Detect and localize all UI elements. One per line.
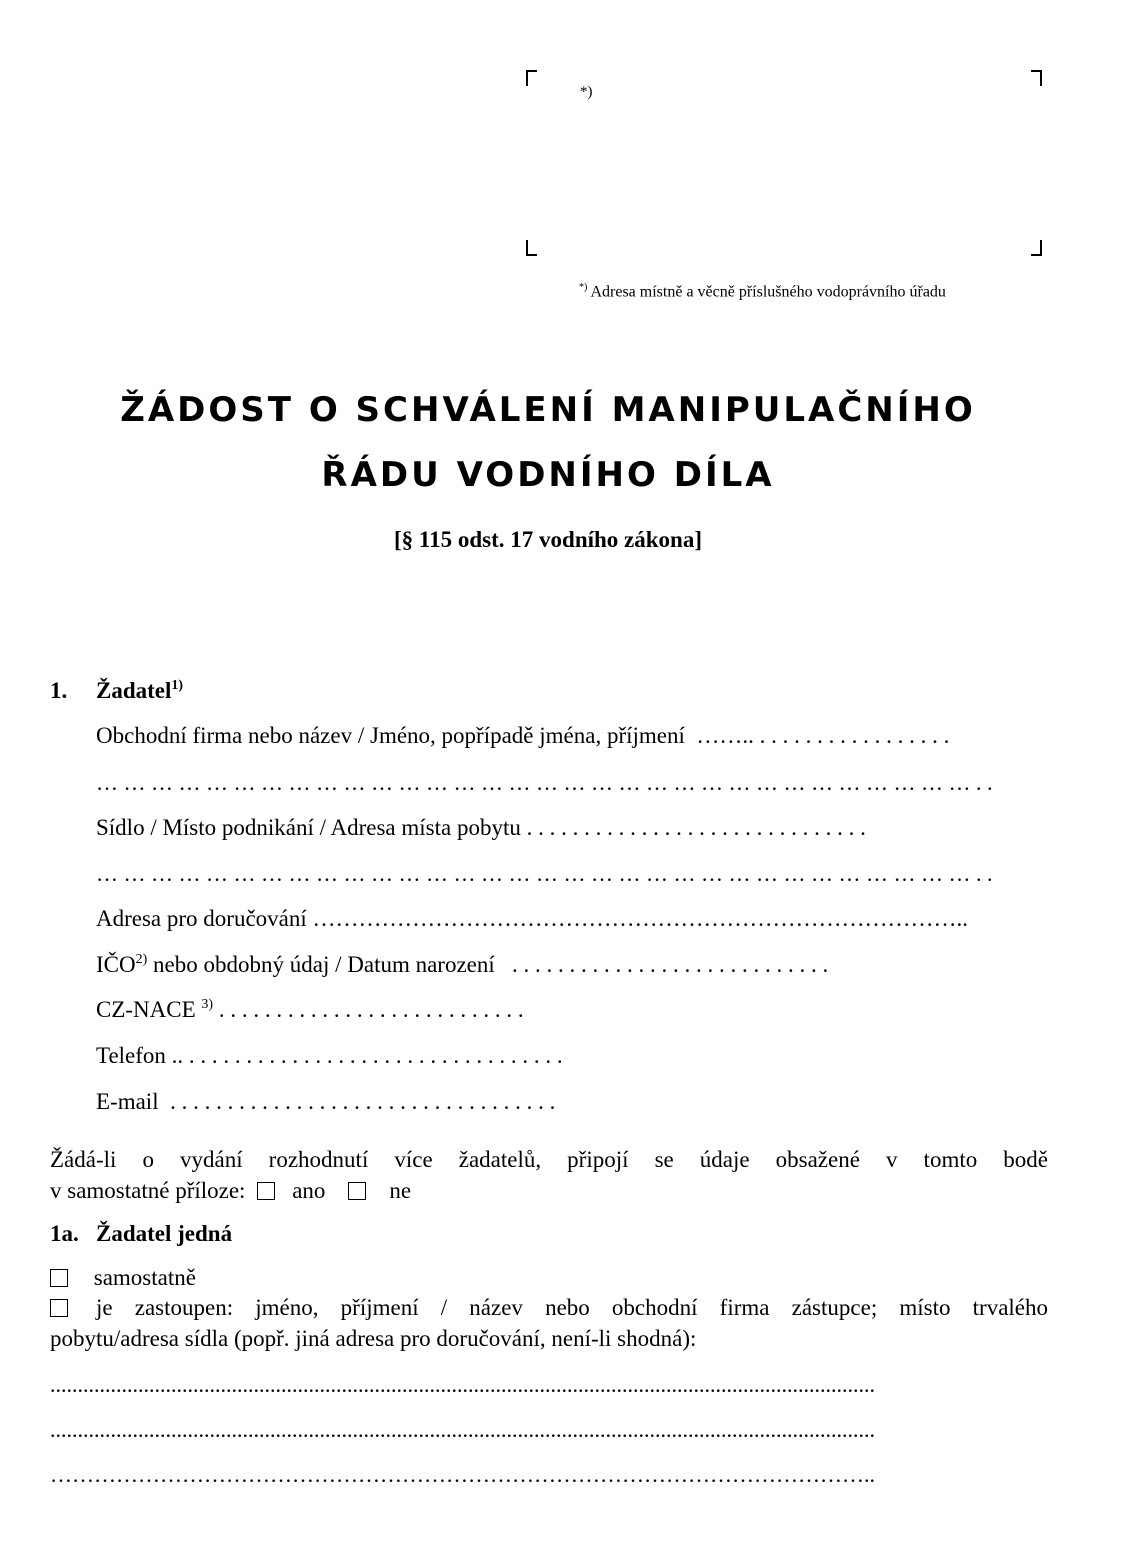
seat-field[interactable] [96,814,866,842]
name-dots: …….. . . . . . . . . . . . . . . . . . [696,723,950,748]
nace-dots: . . . . . . . . . . . . . . . . . . . . . . . . . . . [218,997,524,1022]
phone-dots: .. . . . . . . . . . . . . . . . . . . . . . . . . . . . . . . . . . [171,1043,563,1068]
delivery-dots: ………………………………………………………………………….. [312,906,969,931]
multi-applicants-note: Žádá-li o vydání rozhodnutí více žadatelů, připojí se údaje obsažené v tomto bodě [50,1147,1048,1172]
attachment-no-checkbox[interactable] [348,1182,366,1200]
document-title-line2: ŘÁDU VODNÍHO DÍLA [321,455,775,495]
nace-sup: 3) [201,997,214,1012]
ico-sup: 2) [135,952,148,967]
seat-continuation-line[interactable]: … … … … … … … … … … … … … … … … … … … … … … … … … … … … … … … … . . [96,861,993,886]
represented-label-line2: pobytu/adresa sídla (popř. jiná adresa pro doručování, není-li shodná): [50,1326,697,1351]
nace-field[interactable] [96,996,524,1024]
legal-reference: [§ 115 odst. 17 vodního zákona] [393,527,702,552]
acts-alone-label: samostatně [93,1265,196,1290]
acts-alone-checkbox[interactable] [50,1269,68,1287]
ico-label-post: nebo obdobný údaj / Datum narození [153,952,495,977]
attachment-yes-checkbox[interactable] [257,1182,275,1200]
section1a-heading: Žadatel jedná [96,1221,233,1246]
address-footnote [579,282,946,301]
address-box-corner-bottom-left [526,240,537,256]
section1-heading [96,677,183,705]
acts-alone-option[interactable] [50,1264,196,1292]
address-box-corner-top-left [526,70,537,86]
represented-checkbox-wrap[interactable] [50,1294,68,1322]
address-box-marker: *) [580,84,593,100]
delivery-address-field[interactable] [96,905,968,933]
name-field[interactable] [96,722,949,750]
representative-line-1[interactable]: ...................................................................................................................................................... [50,1372,875,1397]
representative-line-2[interactable]: ...................................................................................................................................................... [50,1417,875,1442]
section1a-number: 1a. [50,1221,79,1246]
name-continuation-line[interactable]: … … … … … … … … … … … … … … … … … … … … … … … … … … … … … … … … . . [96,770,993,795]
section1-heading-text: Žadatel [96,678,172,703]
attachment-yes-label: ano [292,1178,326,1203]
attachment-no-label: ne [389,1178,412,1203]
phone-field[interactable] [96,1042,563,1070]
section1-number: 1. [50,678,68,703]
email-field[interactable] [96,1088,555,1116]
nace-label: CZ-NACE [96,997,196,1022]
email-label: E-mail [96,1089,159,1114]
name-label: Obchodní firma nebo název / Jméno, popřípadě jména, příjmení [96,723,685,748]
ico-label-pre: IČO [96,952,136,977]
represented-checkbox[interactable] [50,1299,68,1317]
ico-dots: . . . . . . . . . . . . . . . . . . . . . . . . . . . . [512,952,829,977]
address-box-corner-top-right [1031,70,1042,86]
seat-label: Sídlo / Místo podnikání / Adresa místa pobytu [96,815,521,840]
multi-applicants-note-line2: v samostatné příloze: [50,1178,246,1203]
represented-label-line1: je zastoupen: jméno, příjmení / název nebo obchodní firma zástupce; místo trvalého [96,1295,1048,1320]
phone-label: Telefon [96,1043,166,1068]
multi-applicants-options [50,1177,411,1205]
email-dots: . . . . . . . . . . . . . . . . . . . . . . . . . . . . . . . . . . [170,1089,556,1114]
seat-dots: . . . . . . . . . . . . . . . . . . . . . . . . . . . . . . [526,815,866,840]
address-footnote-mark: *) [579,282,588,293]
delivery-label: Adresa pro doručování [96,906,307,931]
document-title-line1: ŽÁDOST O SCHVÁLENÍ MANIPULAČNÍHO [120,390,976,430]
address-footnote-text: Adresa místně a věcně příslušného vodoprávního úřadu [590,283,946,301]
address-box-corner-bottom-right [1031,240,1042,256]
ico-field[interactable] [96,951,828,979]
representative-line-3[interactable]: ………………………………………………………………………………………………….. [50,1462,875,1487]
section1-heading-sup: 1) [171,678,184,693]
